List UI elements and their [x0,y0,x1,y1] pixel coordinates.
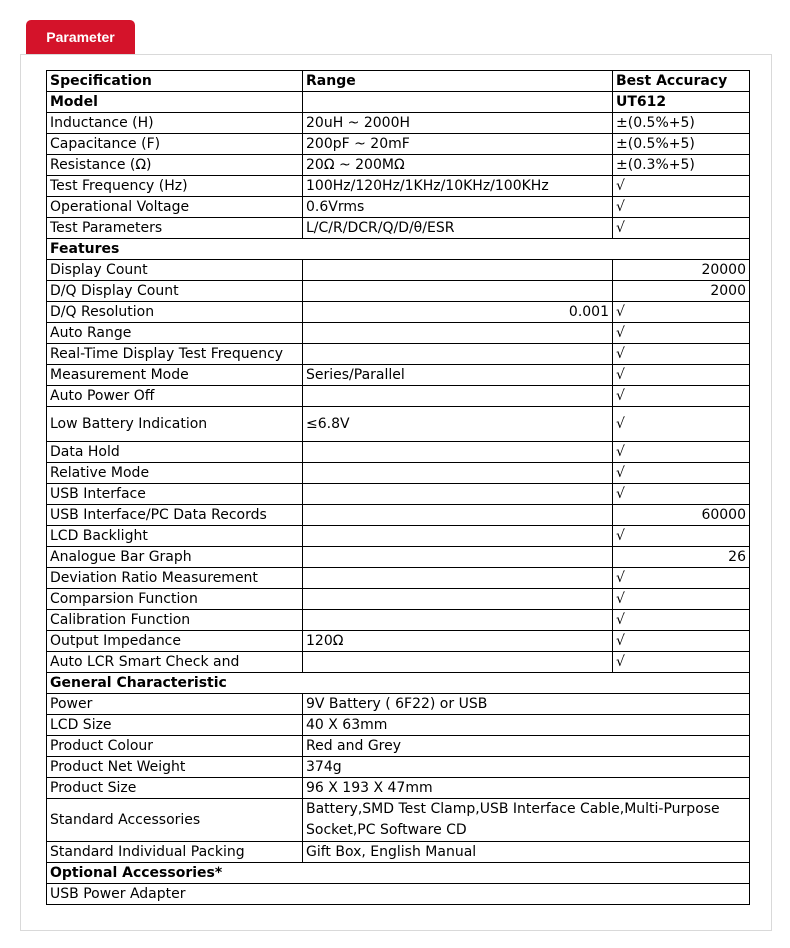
accuracy-cell: 26 [613,547,750,568]
spec-cell: USB Interface [47,484,303,505]
spec-cell: Power [47,694,303,715]
spec-cell: Real-Time Display Test Frequency [47,344,303,365]
range-cell [303,344,613,365]
range-cell [303,260,613,281]
header-best-accuracy: Best Accuracy [613,71,750,92]
table-row [47,281,750,302]
table-row [47,365,750,386]
accuracy-cell: 60000 [613,505,750,526]
accuracy-cell: ±(0.5%+5) [613,113,750,134]
accuracy-cell: √ [613,176,750,197]
range-cell [303,505,613,526]
range-cell [303,589,613,610]
accuracy-cell: ±(0.3%+5) [613,155,750,176]
table-row [47,323,750,344]
spec-cell: D/Q Display Count [47,281,303,302]
spec-cell: Product Colour [47,736,303,757]
range-cell [303,568,613,589]
range-cell: 100Hz/120Hz/1KHz/10KHz/100KHz [303,176,613,197]
range-cell: 0.6Vrms [303,197,613,218]
table-header-row [47,71,750,92]
spec-cell: USB Interface/PC Data Records [47,505,303,526]
table-row [47,631,750,652]
accuracy-cell: √ [613,610,750,631]
table-row [47,344,750,365]
range-cell: Battery,SMD Test Clamp,USB Interface Cable,Multi-Purpose Socket,PC Software CD [303,799,750,842]
spec-cell: Resistance (Ω) [47,155,303,176]
table-row [47,715,750,736]
accuracy-cell: √ [613,386,750,407]
table-row [47,134,750,155]
range-cell [303,442,613,463]
section-heading: Features [47,239,750,260]
range-cell: 20Ω ~ 200MΩ [303,155,613,176]
range-cell [303,610,613,631]
accuracy-cell: √ [613,631,750,652]
parameter-tab[interactable] [26,20,135,54]
table-row [47,92,750,113]
accuracy-cell: √ [613,652,750,673]
spec-cell: Auto Power Off [47,386,303,407]
section-heading-row [47,673,750,694]
spec-cell: Product Size [47,778,303,799]
table-row [47,568,750,589]
spec-cell: LCD Size [47,715,303,736]
header-specification: Specification [47,71,303,92]
table-row [47,694,750,715]
spec-cell: Auto LCR Smart Check and [47,652,303,673]
table-row [47,386,750,407]
table-row [47,842,750,863]
spec-cell: Output Impedance [47,631,303,652]
accuracy-cell: √ [613,302,750,323]
spec-cell: Data Hold [47,442,303,463]
spec-cell: Test Frequency (Hz) [47,176,303,197]
table-row [47,526,750,547]
accuracy-cell: 20000 [613,260,750,281]
accuracy-cell: √ [613,344,750,365]
table-row [47,736,750,757]
section-heading-row [47,863,750,884]
table-row [47,484,750,505]
accuracy-cell: √ [613,568,750,589]
parameter-tab-label: Parameter [46,29,115,45]
spec-cell: USB Power Adapter [47,884,750,905]
accuracy-cell: √ [613,197,750,218]
range-cell: 0.001 [303,302,613,323]
spec-cell: Measurement Mode [47,365,303,386]
accuracy-cell: ±(0.5%+5) [613,134,750,155]
section-heading-row [47,239,750,260]
table-row [47,442,750,463]
table-row [47,505,750,526]
spec-cell: Calibration Function [47,610,303,631]
range-cell [303,386,613,407]
spec-cell: Test Parameters [47,218,303,239]
spec-cell: D/Q Resolution [47,302,303,323]
table-row [47,463,750,484]
table-row [47,547,750,568]
table-row [47,799,750,842]
range-cell [303,323,613,344]
range-cell: Red and Grey [303,736,750,757]
spec-cell: Auto Range [47,323,303,344]
range-cell [303,526,613,547]
spec-cell: Operational Voltage [47,197,303,218]
section-heading: Optional Accessories* [47,863,750,884]
section-heading: General Characteristic [47,673,750,694]
accuracy-cell: √ [613,323,750,344]
range-cell: 374g [303,757,750,778]
range-cell: L/C/R/DCR/Q/D/θ/ESR [303,218,613,239]
accuracy-cell: UT612 [613,92,750,113]
table-row [47,176,750,197]
table-row [47,757,750,778]
spec-cell: LCD Backlight [47,526,303,547]
spec-cell: Inductance (H) [47,113,303,134]
range-cell: 200pF ~ 20mF [303,134,613,155]
specification-table [46,70,750,905]
table-row [47,218,750,239]
table-row [47,113,750,134]
table-row [47,407,750,442]
spec-cell: Display Count [47,260,303,281]
spec-cell: Standard Accessories [47,799,303,842]
spec-cell: Relative Mode [47,463,303,484]
table-row [47,610,750,631]
range-cell [303,463,613,484]
accuracy-cell: √ [613,442,750,463]
range-cell [303,547,613,568]
spec-cell: Model [47,92,303,113]
accuracy-cell: √ [613,526,750,547]
range-cell: 120Ω [303,631,613,652]
accuracy-cell: √ [613,365,750,386]
range-cell [303,484,613,505]
table-row [47,884,750,905]
table-row [47,260,750,281]
range-cell: 40 X 63mm [303,715,750,736]
range-cell: 20uH ~ 2000H [303,113,613,134]
table-row [47,155,750,176]
table-row [47,589,750,610]
table-row [47,652,750,673]
spec-cell: Low Battery Indication [47,407,303,442]
range-cell: Series/Parallel [303,365,613,386]
accuracy-cell: √ [613,463,750,484]
spec-cell: Capacitance (F) [47,134,303,155]
accuracy-cell: √ [613,407,750,442]
table-row [47,778,750,799]
range-cell: Gift Box, English Manual [303,842,750,863]
spec-cell: Deviation Ratio Measurement [47,568,303,589]
spec-cell: Comparsion Function [47,589,303,610]
spec-cell: Analogue Bar Graph [47,547,303,568]
spec-cell: Product Net Weight [47,757,303,778]
spec-cell: Standard Individual Packing [47,842,303,863]
accuracy-cell: √ [613,589,750,610]
table-row [47,302,750,323]
range-cell [303,652,613,673]
accuracy-cell: √ [613,218,750,239]
range-cell: 96 X 193 X 47mm [303,778,750,799]
header-range: Range [303,71,613,92]
accuracy-cell: √ [613,484,750,505]
range-cell: 9V Battery ( 6F22) or USB [303,694,750,715]
range-cell [303,92,613,113]
accuracy-cell: 2000 [613,281,750,302]
range-cell [303,281,613,302]
table-row [47,197,750,218]
range-cell: ≤6.8V [303,407,613,442]
